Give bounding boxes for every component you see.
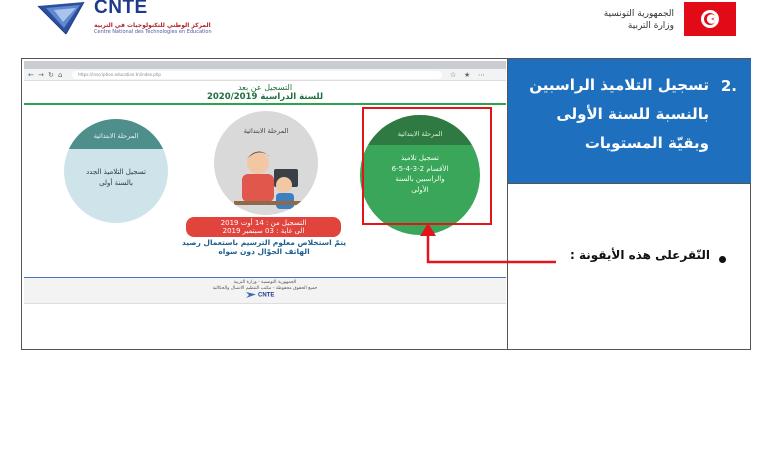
cnte-emblem-icon bbox=[36, 0, 86, 36]
illustration-circle bbox=[214, 111, 318, 215]
tunisia-flag-icon bbox=[684, 2, 736, 36]
left-circle-caption: المرحلة الابتدائية bbox=[93, 132, 139, 140]
page-footer bbox=[24, 278, 506, 304]
reload-icon[interactable]: ↻ bbox=[48, 71, 54, 79]
government-header bbox=[576, 2, 736, 42]
cnte-brand-text: CNTE bbox=[94, 0, 148, 18]
right-circle-label-1: تسجيل تلاميذ bbox=[400, 154, 439, 162]
home-icon[interactable]: ⌂ bbox=[58, 71, 63, 79]
footer-logo: CNTE bbox=[246, 292, 274, 299]
payment-note-1: يتمّ استخلاص معلوم الترسيم باستعمال رصيد bbox=[181, 238, 347, 247]
new-pupils-button[interactable] bbox=[64, 119, 168, 223]
step-heading bbox=[508, 59, 751, 183]
page-subtitle: للسنة الدراسية 2020/2019 bbox=[206, 92, 324, 102]
registration-page-screenshot bbox=[24, 61, 506, 321]
payment-note-2: الهاتف الجوّال دون سواه bbox=[218, 247, 310, 256]
step-number: 2. bbox=[720, 77, 737, 95]
step-separator bbox=[508, 183, 751, 184]
gov-line-1: الجمهورية التونسية bbox=[603, 9, 674, 19]
date-start: التسجيل من : 14 أوت 2019 bbox=[220, 219, 307, 227]
footer-line-1: الجمهورية التونسية - وزارة التربية bbox=[233, 280, 297, 285]
browser-tab-bar bbox=[24, 61, 506, 69]
back-icon[interactable]: ← bbox=[28, 71, 34, 79]
instruction-table bbox=[21, 58, 751, 350]
registration-dates-badge bbox=[186, 217, 341, 237]
footer-line-2: جميع الحقوق محفوظة - مكتب التنظيم الاتصال والحكالية bbox=[212, 286, 318, 291]
page-title: التسجيل عن بعد bbox=[237, 83, 293, 92]
star-icon[interactable]: ☆ bbox=[450, 71, 457, 79]
student-illustration-icon bbox=[214, 111, 318, 215]
right-circle-caption: المرحلة الابتدائية bbox=[397, 130, 443, 138]
right-circle-label-3: والراسبين بالسنة bbox=[395, 175, 445, 183]
menu-icon[interactable]: ⋯ bbox=[478, 71, 485, 79]
date-end: الى غاية : 03 سبتمبر 2019 bbox=[222, 227, 305, 235]
right-circle-label-4: الأولى bbox=[411, 185, 429, 194]
left-circle-label-2: بالسنة أولى bbox=[99, 179, 133, 187]
footer-logo-icon bbox=[246, 292, 256, 298]
extension-icon[interactable]: ★ bbox=[464, 71, 471, 79]
bullet-icon bbox=[719, 256, 726, 263]
browser-address-bar bbox=[24, 69, 506, 81]
middle-circle-caption: المرحلة الابتدائية bbox=[243, 127, 289, 135]
url-field[interactable]: https://inscription.education.tn/index.php bbox=[72, 71, 442, 79]
green-divider bbox=[24, 103, 506, 105]
highlight-box bbox=[362, 107, 492, 225]
cnte-brand-ar: المركز الوطني للتكنولوجيات في التربية bbox=[94, 22, 211, 29]
gov-line-2: وزارة التربية bbox=[627, 21, 674, 31]
right-circle-label-2: الأقسام 2-3-4-5-6 bbox=[391, 164, 449, 173]
forward-icon[interactable]: → bbox=[38, 71, 44, 79]
click-instruction: النّقرعلى هذه الأيقونة : bbox=[569, 248, 710, 262]
cnte-brand-fr: Centre National des Technologies en Education bbox=[94, 29, 212, 35]
step-title: تسجيل التلاميذ الراسبين بالنسبة للسنة الأولى وبقيّة المستويات bbox=[529, 76, 709, 152]
left-circle-label-1: تسجيل التلاميذ الجدد bbox=[86, 168, 146, 176]
cnte-logo bbox=[36, 0, 276, 40]
